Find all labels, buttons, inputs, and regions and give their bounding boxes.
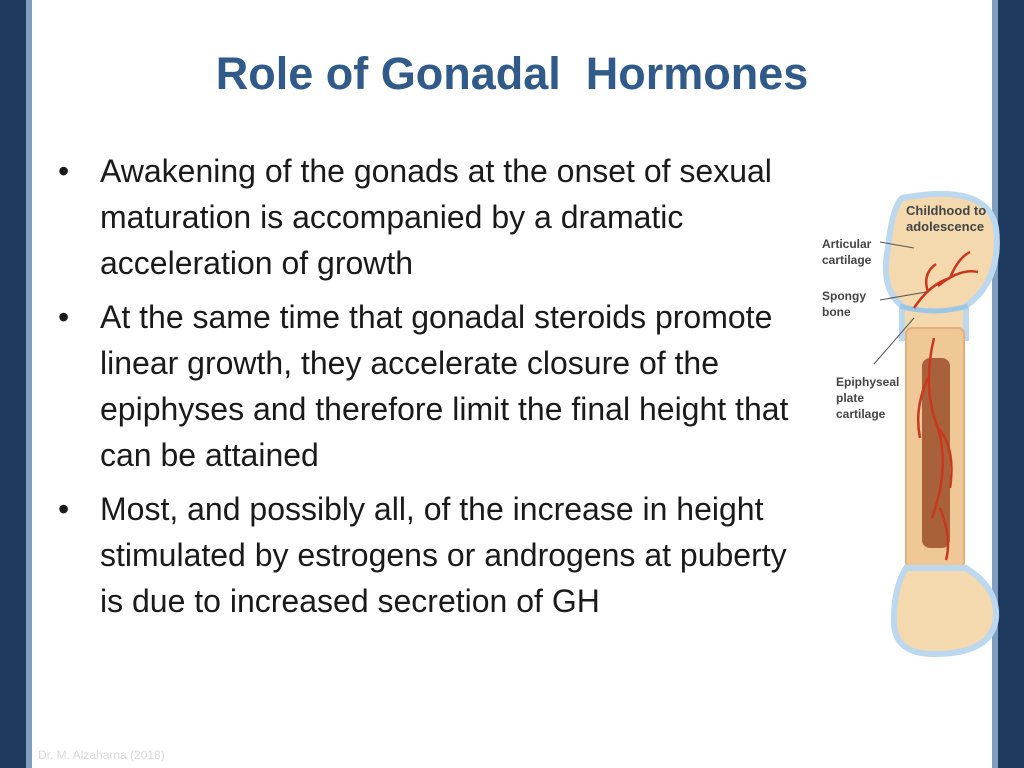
lower-epiphysis bbox=[894, 568, 996, 654]
marrow-cavity bbox=[922, 358, 950, 548]
bullet-text: At the same time that gonadal steroids promote linear growth, they accelerate closure of the epiphyses and therefore limit the final height that can be attained bbox=[100, 299, 789, 473]
bullet-item bbox=[58, 486, 798, 624]
bullet-text: Awakening of the gonads at the onset of sexual maturation is accompanied by a dramatic acceleration of growth bbox=[100, 153, 772, 281]
bullet-list bbox=[58, 148, 798, 632]
bullet-item bbox=[58, 148, 798, 286]
slide-footer: Dr. M. Alzaharna (2018) bbox=[38, 748, 165, 762]
label-articular-line1: Articular bbox=[822, 237, 872, 251]
bullet-marker: • bbox=[58, 299, 70, 335]
figure-heading-line1: Childhood to bbox=[906, 203, 987, 218]
label-spongy-line2: bone bbox=[822, 305, 851, 319]
label-epiphyseal-line1: Epiphyseal bbox=[836, 375, 900, 389]
slide-title: Role of Gonadal Hormones bbox=[215, 48, 809, 99]
label-articular-line2: cartilage bbox=[822, 253, 872, 267]
bone-growth-figure bbox=[810, 188, 1000, 658]
bullet-marker: • bbox=[58, 491, 70, 527]
figure-heading-line2: adolescence bbox=[906, 219, 985, 234]
label-spongy-line1: Spongy bbox=[822, 289, 866, 303]
bullet-item bbox=[58, 294, 798, 478]
label-epiphyseal-line2: plate bbox=[836, 391, 865, 405]
label-epiphyseal-line3: cartilage bbox=[836, 407, 886, 421]
bullet-text: Most, and possibly all, of the increase in height stimulated by estrogens or androgens at puberty is due to increased secretion of GH bbox=[100, 491, 787, 619]
bullet-marker: • bbox=[58, 153, 70, 189]
left-frame-accent bbox=[26, 0, 32, 768]
